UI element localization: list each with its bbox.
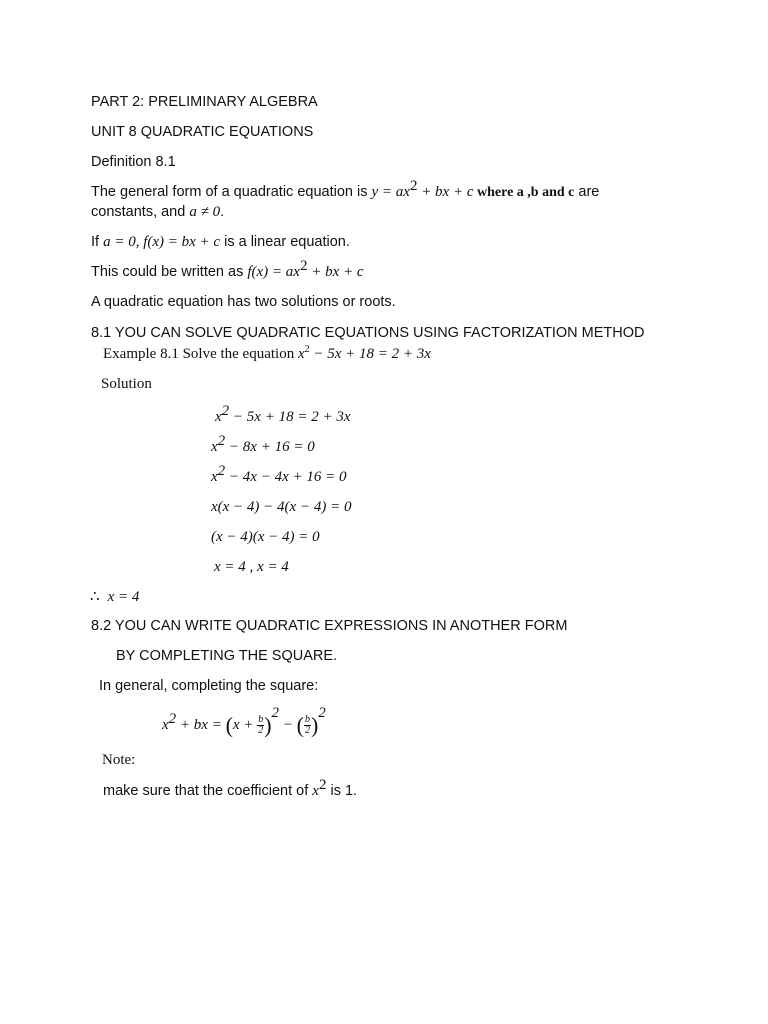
formula-fraction-2 — [304, 715, 311, 736]
formula-paren2-close: ) — [310, 712, 319, 738]
step1-x: x — [215, 409, 222, 425]
solution-step-4: x(x − 4) − 4(x − 4) = 0 — [211, 499, 352, 515]
formula-exp-1: 2 — [271, 705, 280, 721]
step2-x: x — [211, 439, 218, 455]
therefore-line — [90, 588, 139, 606]
frac1-den: 2 — [258, 725, 264, 737]
written-exponent: 2 — [299, 258, 308, 274]
written-math-rest: + bx + c — [307, 264, 364, 280]
definition-label: Definition 8.1 — [91, 154, 176, 170]
example-exponent: 2 — [304, 344, 310, 355]
solution-step-5: (x − 4)(x − 4) = 0 — [211, 529, 320, 545]
def-exponent: 2 — [409, 178, 418, 194]
linear-if: If — [91, 234, 104, 250]
def-math-rest: + bx + c — [417, 184, 474, 200]
linear-end: is a linear equation. — [220, 234, 350, 250]
formula-paren-open: ( — [225, 712, 233, 738]
note-label: Note: — [102, 752, 136, 768]
solution-step-1 — [215, 403, 351, 426]
written-line — [91, 258, 364, 281]
solution-label: Solution — [101, 376, 152, 392]
formula-lhs-x: x — [162, 717, 169, 733]
written-text: This could be written as — [91, 264, 248, 280]
note-text — [103, 777, 358, 800]
example-label: Example 8.1 Solve the equation — [103, 346, 298, 362]
formula-paren-x: x + — [232, 717, 258, 733]
example-math-rest: − 5x + 18 = 2 + 3x — [309, 346, 431, 362]
section-8-2-heading-line-1: 8.2 YOU CAN WRITE QUADRATIC EXPRESSIONS IN ANOTHER FORM — [91, 618, 568, 634]
section-8-1-heading: 8.1 YOU CAN SOLVE QUADRATIC EQUATIONS USING FACTORIZATION METHOD — [91, 325, 645, 341]
solution-step-3 — [211, 463, 347, 486]
def-math: y = ax — [371, 184, 410, 200]
step3-rest: − 4x − 4x + 16 = 0 — [225, 469, 347, 485]
therefore-symbol: ∴ — [90, 589, 100, 605]
note-text-a: make sure that the coefficient of — [103, 783, 313, 799]
therefore-math: x = 4 — [107, 589, 140, 605]
linear-math: a = 0, f(x) = bx + c — [103, 234, 221, 250]
note-text-b: is 1. — [326, 783, 358, 799]
note-math: x — [312, 783, 319, 799]
formula-exp-2: 2 — [318, 705, 326, 721]
def2-text: constants, and — [91, 204, 190, 220]
formula-paren2-open: ( — [296, 712, 304, 738]
part-heading: PART 2: PRELIMINARY ALGEBRA — [91, 94, 318, 110]
completing-square-formula — [162, 705, 326, 739]
formula-minus: − — [279, 717, 297, 733]
formula-lhs-rest: + bx = — [176, 717, 226, 733]
frac2-den: 2 — [304, 725, 310, 737]
example-line — [103, 345, 431, 363]
solution-step-6: x = 4 , x = 4 — [214, 559, 289, 575]
frac2-num: b — [304, 714, 310, 726]
example-math: x — [297, 346, 305, 362]
def-text: The general form of a quadratic equation is — [91, 184, 372, 200]
step2-exp: 2 — [217, 433, 226, 449]
section-8-2-heading-line-2: BY COMPLETING THE SQUARE. — [116, 648, 338, 664]
definition-line-2 — [91, 203, 224, 221]
note-exponent: 2 — [318, 777, 327, 793]
step2-rest: − 8x + 16 = 0 — [225, 439, 315, 455]
step3-exp: 2 — [217, 463, 226, 479]
step1-exp: 2 — [221, 403, 230, 419]
general-text: In general, completing the square: — [99, 678, 319, 694]
def2-math: a ≠ 0 — [189, 204, 221, 220]
def-are: are — [574, 184, 600, 200]
definition-line-1 — [91, 178, 600, 202]
unit-heading: UNIT 8 QUADRATIC EQUATIONS — [91, 124, 314, 140]
written-math: f(x) = ax — [247, 264, 300, 280]
linear-line — [91, 233, 350, 251]
def2-end: . — [220, 204, 225, 220]
frac1-num: b — [258, 714, 264, 726]
def-where: where a ,b and c — [473, 185, 575, 200]
solution-step-2 — [211, 433, 315, 456]
step3-x: x — [211, 469, 218, 485]
step1-rest: − 5x + 18 = 2 + 3x — [229, 409, 351, 425]
formula-paren-close: ) — [264, 712, 272, 738]
formula-lhs-exp: 2 — [168, 711, 177, 727]
roots-line: A quadratic equation has two solutions or roots. — [91, 294, 396, 310]
